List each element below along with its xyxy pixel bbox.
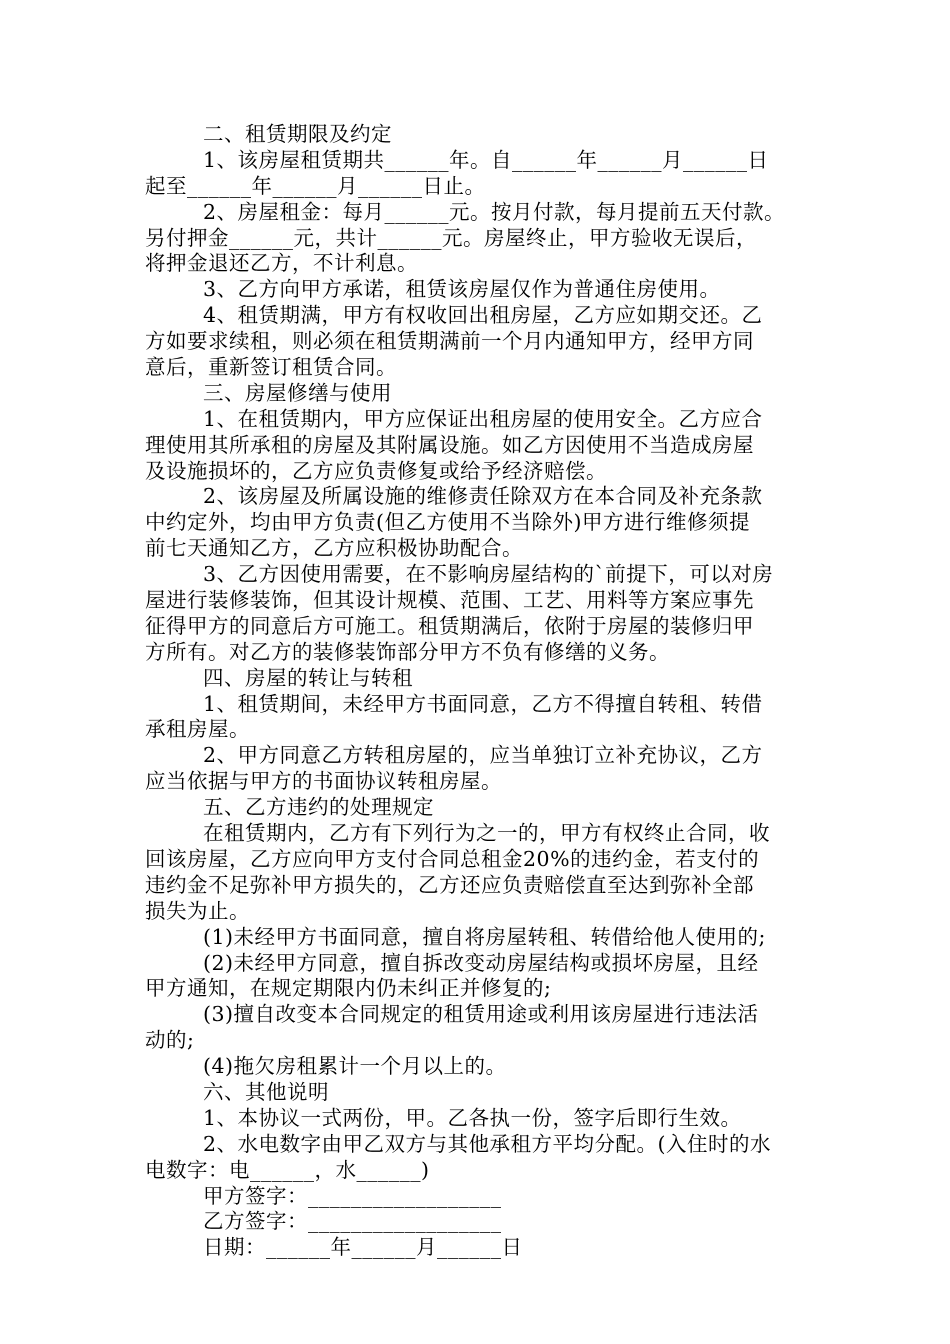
text-line: 起至______年______月______日止。: [145, 173, 486, 198]
text-line: 方所有。对乙方的装修装饰部分甲方不负有修缮的义务。: [145, 639, 670, 664]
text-line: 电数字：电______，水______): [145, 1157, 430, 1182]
text-line: 方如要求续租，则必须在租赁期满前一个月内通知甲方，经甲方同: [145, 329, 754, 354]
text-line: (1)未经甲方书面同意，擅自将房屋转租、转借给他人使用的;: [203, 924, 766, 949]
text-line: 将押金退还乙方，不计利息。: [145, 251, 418, 276]
text-line: 1、该房屋租赁期共______年。自______年______月______日: [203, 147, 769, 172]
text-line: 应当依据与甲方的书面协议转租房屋。: [145, 769, 502, 794]
text-line: 中约定外，均由甲方负责(但乙方使用不当除外)甲方进行维修须提: [145, 510, 750, 535]
text-line: 2、水电数字由甲乙双方与其他承租方平均分配。(入住时的水: [203, 1131, 772, 1156]
text-line: 2、该房屋及所属设施的维修责任除双方在本合同及补充条款: [203, 484, 763, 509]
text-line: 承租房屋。: [145, 717, 250, 742]
text-line: 及设施损坏的，乙方应负责修复或给予经济赔偿。: [145, 458, 607, 483]
text-line: 二、租赁期限及约定: [203, 122, 392, 146]
text-line: 1、本协议一式两份，甲。乙各执一份，签字后即行生效。: [203, 1105, 742, 1130]
text-line: 另付押金______元，共计______元。房屋终止，甲方验收无误后，: [145, 225, 757, 250]
text-line: 1、在租赁期内，甲方应保证出租房屋的使用安全。乙方应合: [203, 406, 763, 431]
text-line: 损失为止。: [145, 898, 250, 923]
text-line: 前七天通知乙方，乙方应积极协助配合。: [145, 536, 523, 561]
text-line: 3、乙方因使用需要，在不影响房屋结构的`前提下，可以对房: [203, 562, 774, 587]
text-line: 违约金不足弥补甲方损失的，乙方还应负责赔偿直至达到弥补全部: [145, 872, 754, 897]
text-line: (2)未经甲方同意，擅自拆改变动房屋结构或损坏房屋，且经: [203, 950, 759, 975]
text-line: 理使用其所承租的房屋及其附属设施。如乙方因使用不当造成房屋: [145, 432, 754, 457]
text-line: 2、房屋租金：每月______元。按月付款，每月提前五天付款。: [203, 199, 786, 224]
text-line: 4、租赁期满，甲方有权收回出租房屋，乙方应如期交还。乙: [203, 303, 763, 328]
text-line: (4)拖欠房租累计一个月以上的。: [203, 1054, 507, 1079]
text-line: 乙方签字：__________________: [203, 1209, 502, 1234]
text-line: 甲方通知，在规定期限内仍未纠正并修复的;: [145, 976, 552, 1001]
text-line: 四、房屋的转让与转租: [203, 665, 413, 690]
text-line: 回该房屋，乙方应向甲方支付合同总租金20%的违约金，若支付的: [145, 846, 760, 871]
text-line: 六、其他说明: [203, 1079, 329, 1104]
text-line: 日期：______年______月______日: [203, 1235, 523, 1260]
text-line: 1、租赁期间，未经甲方书面同意，乙方不得擅自转租、转借: [203, 691, 763, 716]
text-line: 动的;: [145, 1028, 195, 1053]
text-line: 屋进行装修装饰，但其设计规模、范围、工艺、用料等方案应事先: [145, 588, 754, 613]
text-line: (3)擅自改变本合同规定的租赁用途或利用该房屋进行违法活: [203, 1002, 759, 1027]
text-line: 2、甲方同意乙方转租房屋的，应当单独订立补充协议，乙方: [203, 743, 763, 768]
text-line: 意后，重新签订租赁合同。: [145, 355, 397, 380]
text-line: 征得甲方的同意后方可施工。租赁期满后，依附于房屋的装修归甲: [145, 613, 754, 638]
text-line: 甲方签字：__________________: [203, 1183, 502, 1208]
text-line: 三、房屋修缮与使用: [203, 380, 392, 405]
text-line: 3、乙方向甲方承诺，租赁该房屋仅作为普通住房使用。: [203, 277, 721, 302]
contract-page: [145, 122, 815, 1261]
text-line: 五、乙方违约的处理规定: [203, 795, 434, 820]
text-line: 在租赁期内，乙方有下列行为之一的，甲方有权终止合同，收: [203, 821, 770, 846]
